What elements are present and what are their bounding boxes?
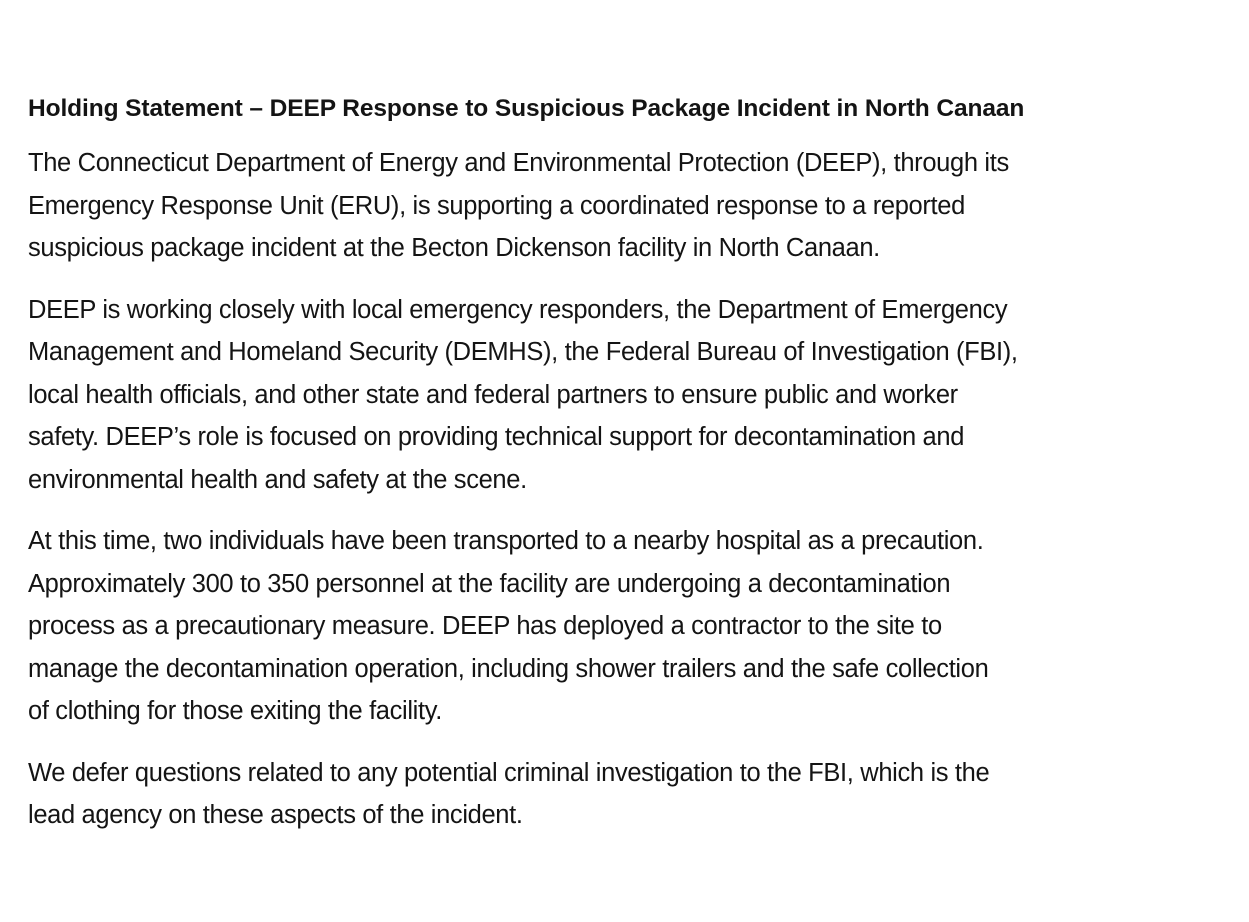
document-body xyxy=(28,91,1228,856)
paragraph-line: We defer questions related to any potential criminal investigation to the FBI, which is the xyxy=(28,758,990,787)
paragraph-line: of clothing for those exiting the facility. xyxy=(28,697,442,725)
paragraph-partners xyxy=(28,289,1228,502)
paragraph-line: process as a precautionary measure. DEEP has deployed a contractor to the site to xyxy=(28,612,942,640)
paragraph-line: Management and Homeland Security (DEMHS), the Federal Bureau of Investigation (FBI), xyxy=(28,338,1018,366)
paragraph-line: local health officials, and other state and federal partners to ensure public and worker xyxy=(28,380,958,409)
paragraph-line: manage the decontamination operation, including shower trailers and the safe collection xyxy=(28,654,989,683)
paragraph-line: suspicious package incident at the Becton Dickenson facility in North Canaan. xyxy=(28,234,880,262)
paragraph-intro xyxy=(28,142,1228,270)
paragraph-line: DEEP is working closely with local emergency responders, the Department of Emergency xyxy=(28,295,1008,324)
paragraph-line: At this time, two individuals have been transported to a nearby hospital as a precaution. xyxy=(28,527,984,555)
paragraph-status xyxy=(28,520,1228,733)
paragraph-line: lead agency on these aspects of the incident. xyxy=(28,801,523,829)
paragraph-line: The Connecticut Department of Energy and Environmental Protection (DEEP), through its xyxy=(28,149,1009,177)
document-title: Holding Statement – DEEP Response to Suspicious Package Incident in North Canaan xyxy=(28,95,1025,122)
paragraph-line: environmental health and safety at the scene. xyxy=(28,465,527,494)
paragraph-line: safety. DEEP’s role is focused on providing technical support for decontamination and xyxy=(28,423,965,451)
paragraph-line: Approximately 300 to 350 personnel at the facility are undergoing a decontamination xyxy=(28,569,951,598)
paragraph-line: Emergency Response Unit (ERU), is supporting a coordinated response to a reported xyxy=(28,191,965,220)
paragraph-investigation xyxy=(28,752,1228,837)
